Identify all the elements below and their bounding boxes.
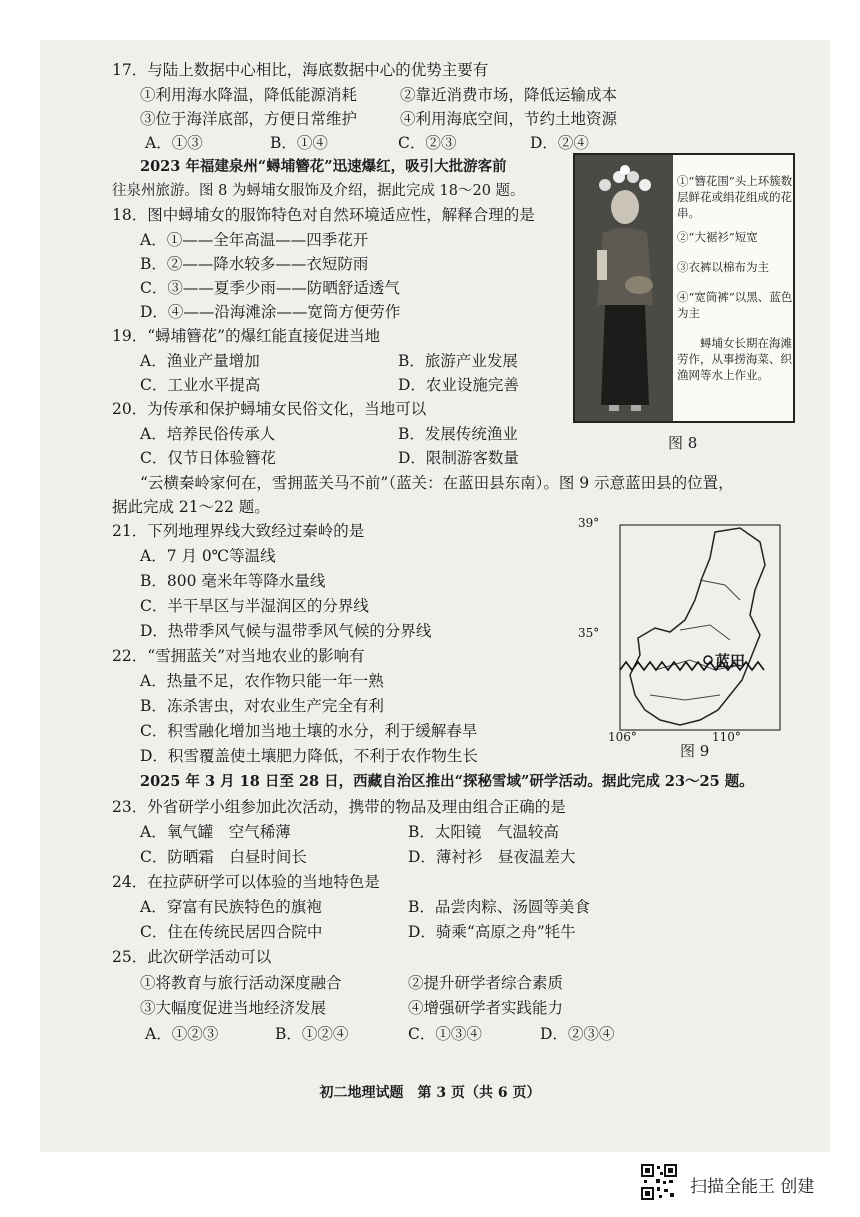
q17-statement-4: ④利用海底空间，节约土地资源 — [400, 110, 618, 128]
q17-option-c: C．②③ — [398, 134, 457, 152]
fig8-caption-5: 蟳埔女长期在海滩劳作，从事捞海菜、织渔网等水上作业。 — [677, 336, 792, 382]
q21-option-c: C．半干旱区与半湿润区的分界线 — [140, 597, 369, 615]
qr-code-icon — [640, 1163, 678, 1201]
q24-option-d: D．骑乘“高原之舟”牦牛 — [408, 923, 576, 941]
q22-stem: 22．“雪拥蓝关”对当地农业的影响有 — [112, 647, 365, 665]
q22-option-d: D．积雪覆盖使土壤肥力降低，不利于农作物生长 — [140, 747, 478, 765]
q19-stem: 19．“蟳埔簪花”的爆红能直接促进当地 — [112, 327, 381, 345]
q20-option-b: B．发展传统渔业 — [398, 425, 518, 443]
intro-23: 2025 年 3 月 18 日至 28 日，西藏自治区推出“探秘雪域”研学活动。据此完成 23～25 题。 — [140, 773, 754, 790]
q17-statement-2: ②靠近消费市场，降低运输成本 — [400, 86, 618, 104]
q25-statement-4: ④增强研学者实践能力 — [408, 999, 564, 1017]
q19-option-c: C．工业水平提高 — [140, 376, 261, 394]
q18-option-c: C．③——夏季少雨——防晒舒适透气 — [140, 279, 400, 297]
q22-option-c: C．积雪融化增加当地土壤的水分，利于缓解春旱 — [140, 722, 478, 740]
q19-option-a: A．渔业产量增加 — [140, 352, 260, 370]
q20-stem: 20．为传承和保护蟳埔女民俗文化，当地可以 — [112, 400, 427, 418]
q21-stem: 21．下列地理界线大致经过秦岭的是 — [112, 522, 365, 540]
intro-21-line1: “云横秦岭家何在，雪拥蓝关马不前”（蓝关：在蓝田县东南）。图 9 示意蓝田县的位置， — [140, 474, 734, 492]
q23-stem: 23．外省研学小组参加此次活动，携带的物品及理由组合正确的是 — [112, 798, 566, 816]
fig8-caption-2: ②“大裾衫”短宽 — [677, 230, 758, 244]
intro-21-line2: 据此完成 21～22 题。 — [112, 498, 270, 516]
q22-option-b: B．冻杀害虫，对农业生产完全有利 — [140, 697, 384, 715]
q24-option-c: C．住在传统民居四合院中 — [140, 923, 323, 941]
map-lon-106: 106° — [608, 730, 637, 744]
scanner-brand: 扫描全能王 创建 — [690, 1177, 815, 1197]
fig8-caption-1: ①“簪花围”头上环簇数层鲜花或绢花组成的花串。 — [677, 174, 793, 220]
q18-stem: 18．图中蟳埔女的服饰特色对自然环境适应性，解释合理的是 — [112, 206, 535, 224]
map-lat-35: 35° — [578, 626, 600, 640]
q25-option-d: D．②③④ — [540, 1025, 615, 1043]
q18-option-a: A．①——全年高温——四季花开 — [140, 231, 369, 249]
q20-option-a: A．培养民俗传承人 — [140, 425, 276, 443]
fig9-label: 图 9 — [680, 742, 710, 760]
q21-option-d: D．热带季风气候与温带季风气候的分界线 — [140, 622, 432, 640]
q25-statement-2: ②提升研学者综合素质 — [408, 974, 564, 992]
fig8-caption-4: ④“宽筒裤”以黑、蓝色为主 — [677, 290, 793, 320]
q24-option-a: A．穿富有民族特色的旗袍 — [140, 898, 322, 916]
figure-9-map — [578, 516, 785, 745]
q17-option-d: D．②④ — [530, 134, 589, 152]
q23-option-b: B．太阳镜 气温较高 — [408, 823, 559, 841]
q23-option-d: D．薄衬衫 昼夜温差大 — [408, 848, 576, 866]
q20-option-c: C．仅节日体验簪花 — [140, 449, 276, 467]
q22-option-a: A．热量不足，农作物只能一年一熟 — [140, 672, 384, 690]
q25-statement-3: ③大幅度促进当地经济发展 — [140, 999, 327, 1017]
q17-stem: 17．与陆上数据中心相比，海底数据中心的优势主要有 — [112, 61, 489, 79]
q17-option-b: B．①④ — [270, 134, 328, 152]
q19-option-d: D．农业设施完善 — [398, 376, 519, 394]
q20-option-d: D．限制游客数量 — [398, 449, 519, 467]
q17-statement-3: ③位于海洋底部，方便日常维护 — [140, 110, 358, 128]
q21-option-a: A．7 月 0℃等温线 — [140, 547, 276, 565]
intro-18-line1: 2023 年福建泉州“蟳埔簪花”迅速爆红，吸引大批游客前 — [140, 158, 507, 175]
q18-option-b: B．②——降水较多——衣短防雨 — [140, 255, 369, 273]
q25-option-b: B．①②④ — [275, 1025, 349, 1043]
page-footer: 初二地理试题 第 3 页（共 6 页） — [319, 1085, 541, 1101]
intro-18-line2: 往泉州旅游。图 8 为蟳埔女服饰及介绍，据此完成 18～20 题。 — [112, 183, 525, 199]
map-lat-39: 39° — [578, 516, 600, 530]
q25-stem: 25．此次研学活动可以 — [112, 948, 272, 966]
q25-statement-1: ①将教育与旅行活动深度融合 — [140, 974, 342, 992]
fisherwoman-photo — [575, 155, 673, 421]
q17-statement-1: ①利用海水降温，降低能源消耗 — [140, 86, 358, 104]
fig8-caption-3: ③衣裤以棉布为主 — [677, 260, 769, 274]
q17-option-a: A．①③ — [145, 134, 203, 152]
q25-option-a: A．①②③ — [145, 1025, 219, 1043]
q21-option-b: B．800 毫米年等降水量线 — [140, 572, 326, 590]
fig8-label: 图 8 — [668, 434, 698, 452]
q24-stem: 24．在拉萨研学可以体验的当地特色是 — [112, 873, 380, 891]
q19-option-b: B．旅游产业发展 — [398, 352, 518, 370]
q25-option-c: C．①③④ — [408, 1025, 482, 1043]
figure-8 — [573, 153, 795, 423]
q18-option-d: D．④——沿海滩涂——宽筒方便劳作 — [140, 303, 401, 321]
q23-option-a: A．氧气罐 空气稀薄 — [140, 823, 291, 841]
map-lon-110: 110° — [712, 730, 741, 744]
q23-option-c: C．防晒霜 白昼时间长 — [140, 848, 307, 866]
q24-option-b: B．品尝肉粽、汤圆等美食 — [408, 898, 590, 916]
map-place-lantian: 蓝田 — [715, 652, 746, 670]
